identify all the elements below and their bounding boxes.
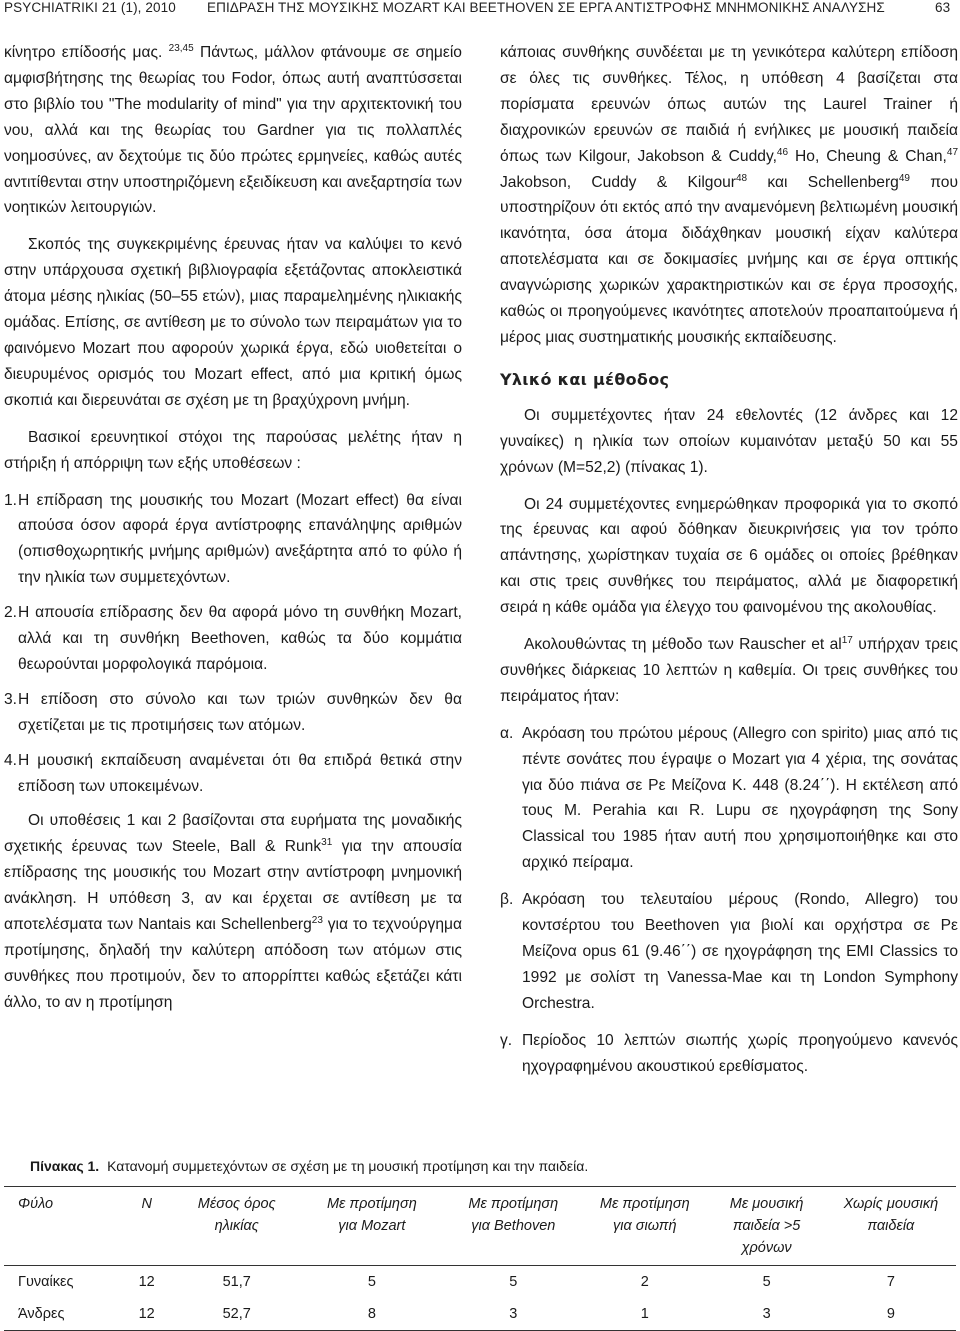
- column-header: Χωρίς μουσική παιδεία: [843, 1196, 939, 1234]
- column-header: Με προτίμηση για Bethoven: [468, 1196, 559, 1234]
- journal-reference: PSYCHIATRIKI 21 (1), 2010: [4, 0, 176, 15]
- section-title: Υλικό και μέθοδος: [500, 369, 670, 389]
- condition-item: β. Ακρόαση του τελευταίου μέρους (Rondo, Allegro) του κοντσέρτου του Beethoven για βιολί και ορχήστρα σε Ρε Μείζονα opus 61 (9.46΄΄) σε ηχογράφηση της EMI Classics το 1992 με σολίστ τη Vanessa-Mae και τη London Symphony Orchestra.: [500, 891, 958, 1012]
- paragraph: Βασικοί ερευνητικοί στόχοι της παρούσας μελέτης ήταν η στήριξη ή απόρριψη των εξής υποθέσεων :: [4, 428, 462, 472]
- paragraph: Οι 24 συμμετέχοντες ενημερώθηκαν προφορικά για το σκοπό της έρευνας και αφού δόθηκαν διευκρινήσεις για τον τρόπο απάντησης, χωρίστηκαν τυχαία σε 6 ομάδες οι οποίες βρέθηκαν και στις τρεις συνθήκες του πειράματος, αλλά με διαφορετική σειρά η κάθε ομάδα για έλεγχο του φαινομένου της ακολουθίας.: [500, 495, 958, 617]
- table-cell: 7: [886, 1274, 895, 1290]
- column-header: Με προτίμηση για σιωπή: [599, 1196, 690, 1234]
- column-header: Με προτίμηση για Mozart: [326, 1196, 417, 1234]
- table-cell: Άνδρες: [18, 1306, 65, 1322]
- table-cell: 2: [640, 1274, 649, 1290]
- table-header-row: [4, 1187, 956, 1266]
- table-cell: 12: [138, 1274, 155, 1290]
- table-cell: 5: [509, 1274, 518, 1290]
- hypothesis-item: 2. Η απουσία επίδρασης δεν θα αφορά μόνο τη συνθήκη Mozart, αλλά και τη συνθήκη Beethoven, καθώς τα δύο κομμάτια θεωρούνται μορφολογικά παρόμοια.: [4, 604, 462, 673]
- paragraph: Ακολουθώντας τη μέθοδο των Rauscher et $al^{17}$ υπήρχαν τρεις συνθήκες διάρκειας 10 λεπτών η καθεμία. Οι τρεις συνθήκες του πειράματος ήταν:: [500, 635, 958, 705]
- running-header: [0, 0, 960, 20]
- hypothesis-item: 1. Η επίδραση της μουσικής του Mozart (Mozart effect) θα είναι απούσα όσον αφορά έργα αντίστροφης επανάληψης αριθμών (οπισθοχωρητικής μνήμης αριθμών) ανεξάρτητα από το φύλο ή την ηλικία των συμμετεχόντων.: [4, 491, 462, 587]
- table-cell: 5: [762, 1274, 771, 1290]
- table-cell: 5: [367, 1274, 376, 1290]
- paragraph: κίνητρο επίδοσής μας. $^{23,45}$ Πάντως, μάλλον φτάνουμε σε σημείο αμφισβήτησης της θεωρίας του Fodor, όπως αυτή αναπτύσσεται στο βιβλίο του "The modularity of mind" για την αρχιτεκτονική του νου, αλλά και της θεωρίας του Gardner για τις πολλαπλές νοημοσύνες, αν δεχτούμε τις δύο πρώτες ερμηνείες, καθώς αυτές αντιτίθενται στην υποστηριζόμενη εξειδίκευση και ανεξαρτησία των νοητικών λειτουργιών.: [4, 43, 462, 217]
- condition-item: γ. Περίοδος 10 λεπτών σιωπής χωρίς προηγούμενο κανενός ηχογραφημένου ακουστικού ερεθίσματος.: [500, 1031, 958, 1075]
- participants-table: [4, 1186, 956, 1331]
- table-caption: [30, 1158, 588, 1174]
- condition-item: α. Ακρόαση του πρώτου μέρους (Allegro con spirito) μιας από τις πέντε σονάτες που έγραψε ο Mozart για 4 χέρια, της σονάτας για δύο πιάνα σε Ρε Μείζονα K. 448 (8.24΄΄). Η εκτέλεση από τους M. Perahia και R. Lupu σε ηχογράφηση της Sony Classical του 1985 ήταν αυτή που χρησιμοποιήθηκε και στο αρχικό πείραμα.: [500, 724, 958, 872]
- paragraph: Οι υποθέσεις 1 και 2 βασίζονται στα ευρήματα της μοναδικής σχετικής έρευνας των Steele, Ball & Runk$^{31}$ για την απουσία επίδρασης της μουσικής του Mozart στην αντίστροφη μνημονική ανάκληση. Η υπόθεση 3, αν και έρχεται σε αντίθεση με τα αποτελέσματα των Nantais και Schellenberg$^{23}$ για το τεχνούργημα προτίμησης, δηλαδή την καλύτερη απόδοση των ατόμων στις συνθήκες που προτιμούν, δεν το απορρίπτει καθώς εξετάζει κάτι άλλο, το αν η προτίμηση: [4, 812, 462, 1011]
- table-cell: 12: [138, 1306, 155, 1322]
- right-column: [500, 40, 958, 1091]
- page-number: 63: [935, 0, 951, 15]
- paragraph: Σκοπός της συγκεκριμένης έρευνας ήταν να καλύψει το κενό στην υπάρχουσα σχετική βιβλιογραφία εξετάζοντας αποκλειστικά άτομα μέσης ηλικίας (50–55 ετών), μιας παραμελημένης ηλικιακής ομάδας. Επίσης, σε αντίθεση με το σύνολο των πειραμάτων για το φαινόμενο Mozart που αφορούν χωρικά έργα, εδώ υιοθετείται ο διευρυμένος ορισμός του Mozart effect, από μια κριτική όμως σκοπιά και διερευνάται σε σχέση με τη βραχύχρονη μνήμη.: [4, 236, 462, 409]
- table-cell: 51,7: [222, 1274, 251, 1290]
- table-cell: 8: [367, 1306, 376, 1322]
- table-cell: 9: [886, 1306, 895, 1322]
- hypothesis-item: 3. Η επίδοση στο σύνολο και των τριών συνθηκών δεν θα σχετίζεται με τις προτιμήσεις των ατόμων.: [4, 690, 462, 734]
- table-caption-text: Κατανομή συμμετεχόντων σε σχέση με τη μουσική προτίμηση και την παιδεία.: [107, 1158, 589, 1174]
- column-header: Φύλο: [18, 1196, 54, 1212]
- hypothesis-item: 4. Η μουσική εκπαίδευση αναμένεται ότι θα επιδρά θετικά στην επίδοση των υποκειμένων.: [4, 751, 462, 795]
- running-title: ΕΠΙΔΡΑΣΗ ΤΗΣ ΜΟΥΣΙΚΗΣ MOZART ΚΑΙ BEETHOVEN ΣΕ ΕΡΓΑ ΑΝΤΙΣΤΡΟΦΗΣ ΜΝΗΜΟΝΙΚΗΣ ΑΝΑΛΥΣΗΣ: [207, 0, 885, 15]
- table-cell: Γυναίκες: [18, 1274, 74, 1290]
- paragraph: Οι συμμετέχοντες ήταν 24 εθελοντές (12 άνδρες και 12 γυναίκες) η ηλικία των οποίων κυμαινόταν μεταξύ 50 και 55 χρόνων (Μ=52,2) (πίνακας 1).: [500, 406, 958, 476]
- table-cell: 3: [509, 1306, 518, 1322]
- table-cell: 52,7: [222, 1306, 251, 1322]
- column-header: Μέσος όρος ηλικίας: [197, 1196, 276, 1234]
- table-caption-label: Πίνακας 1.: [30, 1158, 100, 1174]
- table-cell: 1: [640, 1306, 649, 1322]
- left-column: [4, 40, 462, 1027]
- table-row: [4, 1266, 956, 1299]
- column-header: Ν: [141, 1196, 152, 1212]
- table-cell: 3: [762, 1306, 771, 1322]
- column-header: Με μουσική παιδεία >5 χρόνων: [729, 1196, 804, 1256]
- table-row: [4, 1298, 956, 1331]
- paragraph: κάποιας συνθήκης συνδέεται με τη γενικότερα καλύτερη επίδοση σε όλες τις συνθήκες. Τέλος, η υπόθεση 4 βασίζεται στα πορίσματα ερευνών όπως αυτών της Laurel Trainer ή διαχρονικών ερευνών σε παιδιά ή ενήλικες με μουσική παιδεία όπως των Kilgour, Jakobson & Cuddy,$^{46}$ Ho, Cheung & Chan,$^{47}$ Jakobson, Cuddy & Kilgour$^{48}$ και Schellenberg$^{49}$ που υποστηρίζουν ότι εκτός από την αναμενόμενη βελτιωμένη μουσική ικανότητα, όσα άτομα διδάχθηκαν μουσική είχαν καλύτερα αποτελέσματα και σε δοκιμασίες μνήμης και σε έργα οπτικής αναγνώρισης χωρικών χαρακτηριστικών και σε έργα προσοχής, καθώς οι προηγούμενες ικανότητες αποτελούν προαπαιτούμενα ή μέρος μιας συστηματικής μουσικής εκπαίδευσης.: [500, 44, 959, 346]
